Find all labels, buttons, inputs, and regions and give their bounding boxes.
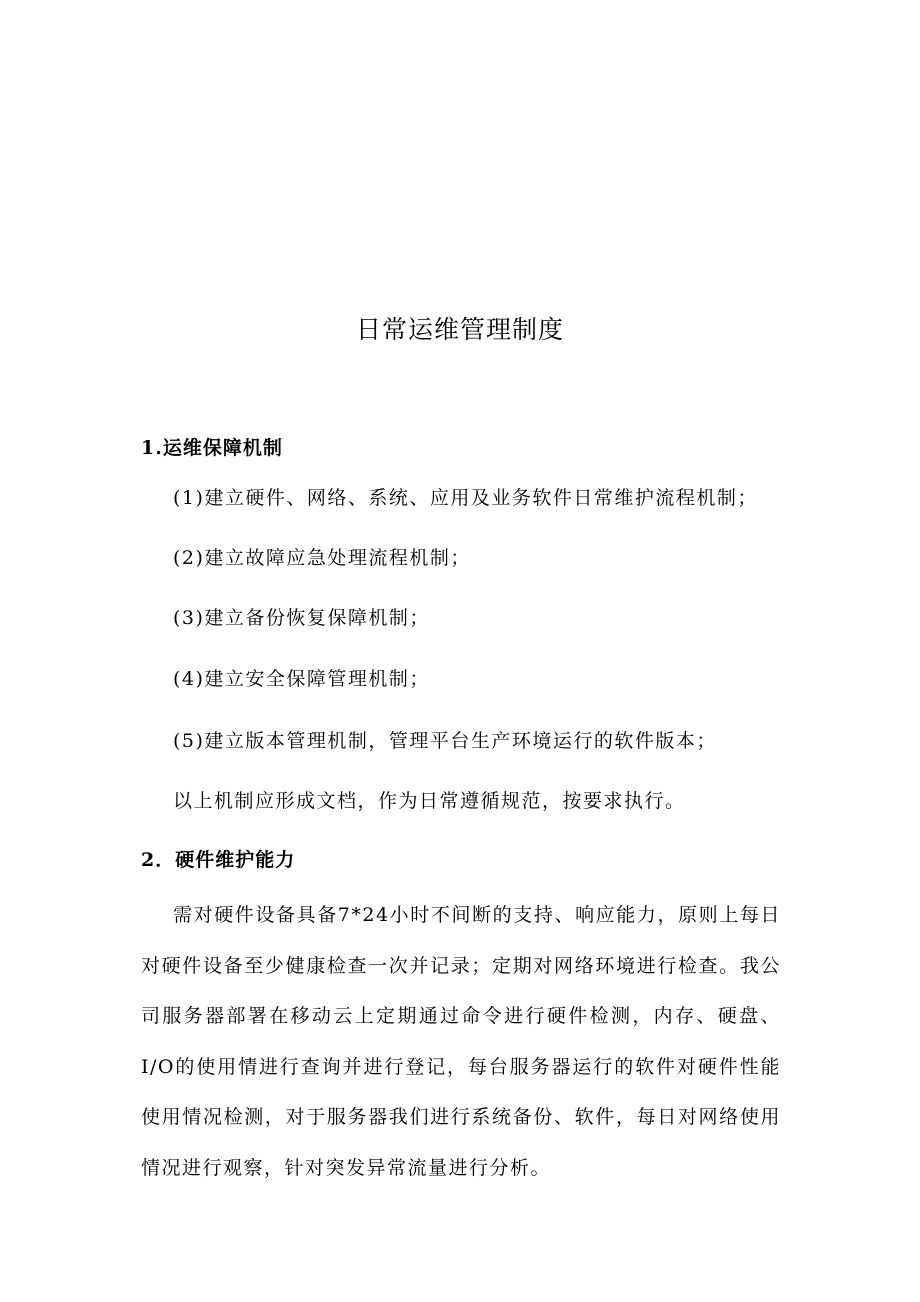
section-2-heading: 2．硬件维护能力 bbox=[141, 849, 296, 871]
section-1-item-2: (2)建立故障应急处理流程机制； bbox=[173, 547, 471, 569]
section-1-heading: 1.运维保障机制 bbox=[141, 437, 283, 459]
section-1-item-1: (1)建立硬件、网络、系统、应用及业务软件日常维护流程机制； bbox=[173, 487, 758, 509]
section-1-item-4: (4)建立安全保障管理机制； bbox=[173, 668, 430, 690]
section-1-item-5: (5)建立版本管理机制，管理平台生产环境运行的软件版本； bbox=[173, 730, 717, 752]
section-1-item-3: (3)建立备份恢复保障机制； bbox=[173, 607, 430, 629]
document-title: 日常运维管理制度 bbox=[355, 315, 564, 344]
section-1-note: 以上机制应形成文档，作为日常遵循规范，按要求执行。 bbox=[173, 790, 686, 812]
section-2-paragraph: 需对硬件设备具备7*24小时不间断的支持、响应能力，原则上每日对硬件设备至少健康检查一次并记录；定期对网络环境进行检查。我公司服务器部署在移动云上定期通过命令进行硬件检测，内存、硬盘、I/O的使用情进行查询并进行登记，每台服务器运行的软件对硬件性能使用情况检测，对于服务器我们进行系统备份、软件，每日对网络使用情况进行观察，针对突发异常流量进行分析。 bbox=[141, 904, 781, 1179]
